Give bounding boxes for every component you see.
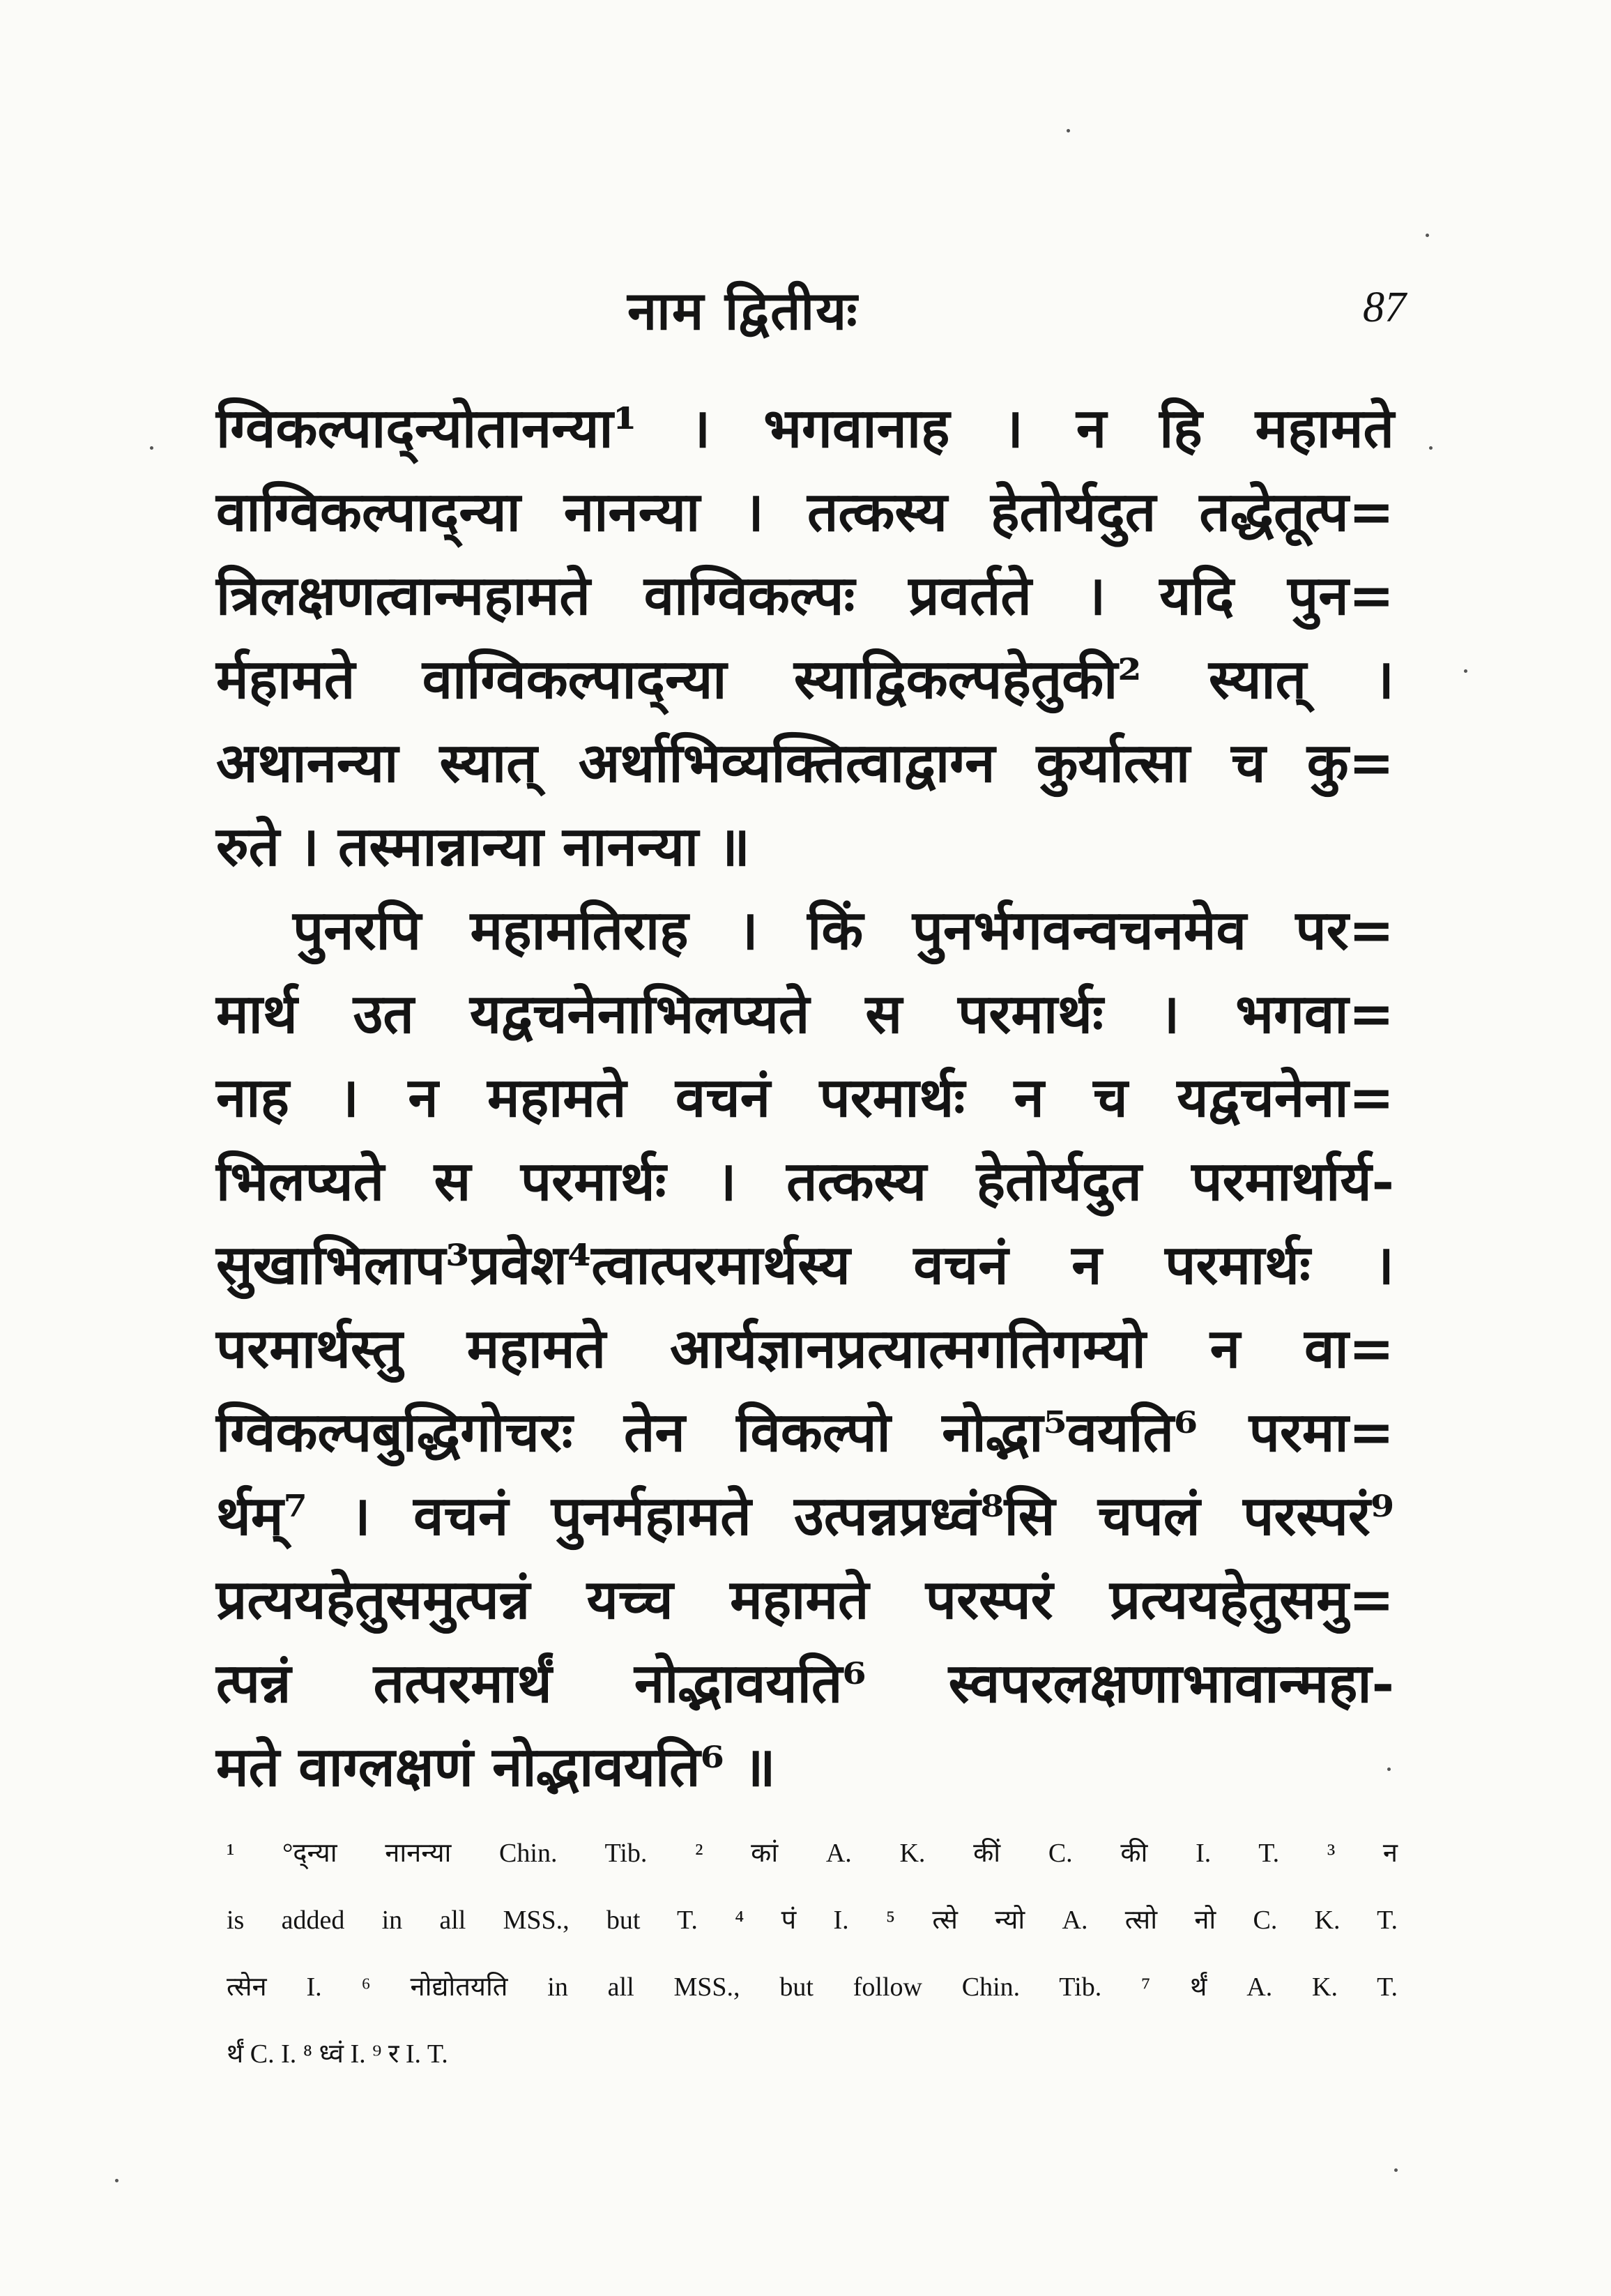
text-line: प्रत्ययहेतुसमुत्पन्नं यच्च महामते परस्परं प्रत्ययहेतुसमु= [216, 1568, 1394, 1632]
main-text [216, 387, 1394, 1809]
scan-speck [1394, 2168, 1398, 2172]
text-line: र्थम्⁷ । वचनं पुनर्महामते उत्पन्नप्रध्वं⁸सि चपलं परस्परं⁹ [216, 1484, 1394, 1548]
scan-speck [1426, 234, 1429, 237]
footnote-line: ¹ °द्न्या नानन्या Chin. Tib. ² कां A. K. कीं C. की I. T. ³ न [227, 1839, 1398, 1868]
text-line: भिलप्यते स परमार्थः । तत्कस्य हेतोर्यदुत परमार्थार्य- [216, 1150, 1394, 1213]
text-line: परमार्थस्तु महामते आर्यज्ञानप्रत्यात्मगतिगम्यो न वा= [216, 1317, 1394, 1381]
text-line: मते वाग्लक्षणं नोद्भावयति⁶ ॥ [216, 1735, 776, 1799]
text-line-paragraph-start: पुनरपि महामतिराह । किं पुनर्भगवन्वचनमेव पर= [293, 899, 1394, 962]
text-line: र्महामते वाग्विकल्पाद्न्या स्याद्विकल्पहेतुकी² स्यात् । [216, 648, 1394, 711]
text-line: ग्विकल्पबुद्धिगोचरः तेन विकल्पो नोद्भा⁵वयति⁶ परमा= [216, 1401, 1394, 1464]
text-line: रुते । तस्मान्नान्या नानन्या ॥ [216, 815, 751, 879]
footnote-line: is added in all MSS., but T. ⁴ पं I. ⁵ त्से न्यो A. त्सो नो C. K. T. [227, 1906, 1398, 1935]
scan-speck [1464, 669, 1467, 673]
scan-speck [1387, 1767, 1391, 1771]
scan-speck [115, 2179, 119, 2182]
text-line: त्पन्नं तत्परमार्थं नोद्भावयति⁶ स्वपरलक्षणाभावान्महा- [216, 1652, 1394, 1715]
text-line: ग्विकल्पाद्न्योतानन्या¹ । भगवानाह । न हि महामते [216, 397, 1394, 460]
scan-speck [1429, 446, 1433, 450]
text-line: मार्थ उत यद्वचनेनाभिलप्यते स परमार्थः । भगवा= [216, 982, 1394, 1046]
footnotes [227, 1820, 1398, 2088]
page-number: 87 [1363, 284, 1406, 331]
footnote-line: र्थं C. I. ⁸ ध्वं I. ⁹ र I. T. [227, 2039, 448, 2069]
text-line: वाग्विकल्पाद्न्या नानन्या । तत्कस्य हेतोर्यदुत तद्धेतूत्प= [216, 480, 1394, 544]
scan-speck [150, 446, 153, 450]
running-head [0, 273, 1611, 357]
text-line: सुखाभिलाप³प्रवेश⁴त्वात्परमार्थस्य वचनं न परमार्थः । [216, 1233, 1394, 1297]
scan-speck [1067, 129, 1070, 132]
running-title: नाम द्वितीयः [627, 280, 859, 342]
text-line: नाह । न महामते वचनं परमार्थः न च यद्वचनेना= [216, 1066, 1394, 1130]
text-line: त्रिलक्षणत्वान्महामते वाग्विकल्पः प्रवर्तते । यदि पुन= [216, 564, 1394, 628]
footnote-line: त्सेन I. ⁶ नोद्योतयति in all MSS., but follow Chin. Tib. ⁷ र्थं A. K. T. [227, 1972, 1398, 2002]
text-line: अथानन्या स्यात् अर्थाभिव्यक्तित्वाद्वाग्न कुर्यात्सा च कु= [216, 731, 1394, 795]
